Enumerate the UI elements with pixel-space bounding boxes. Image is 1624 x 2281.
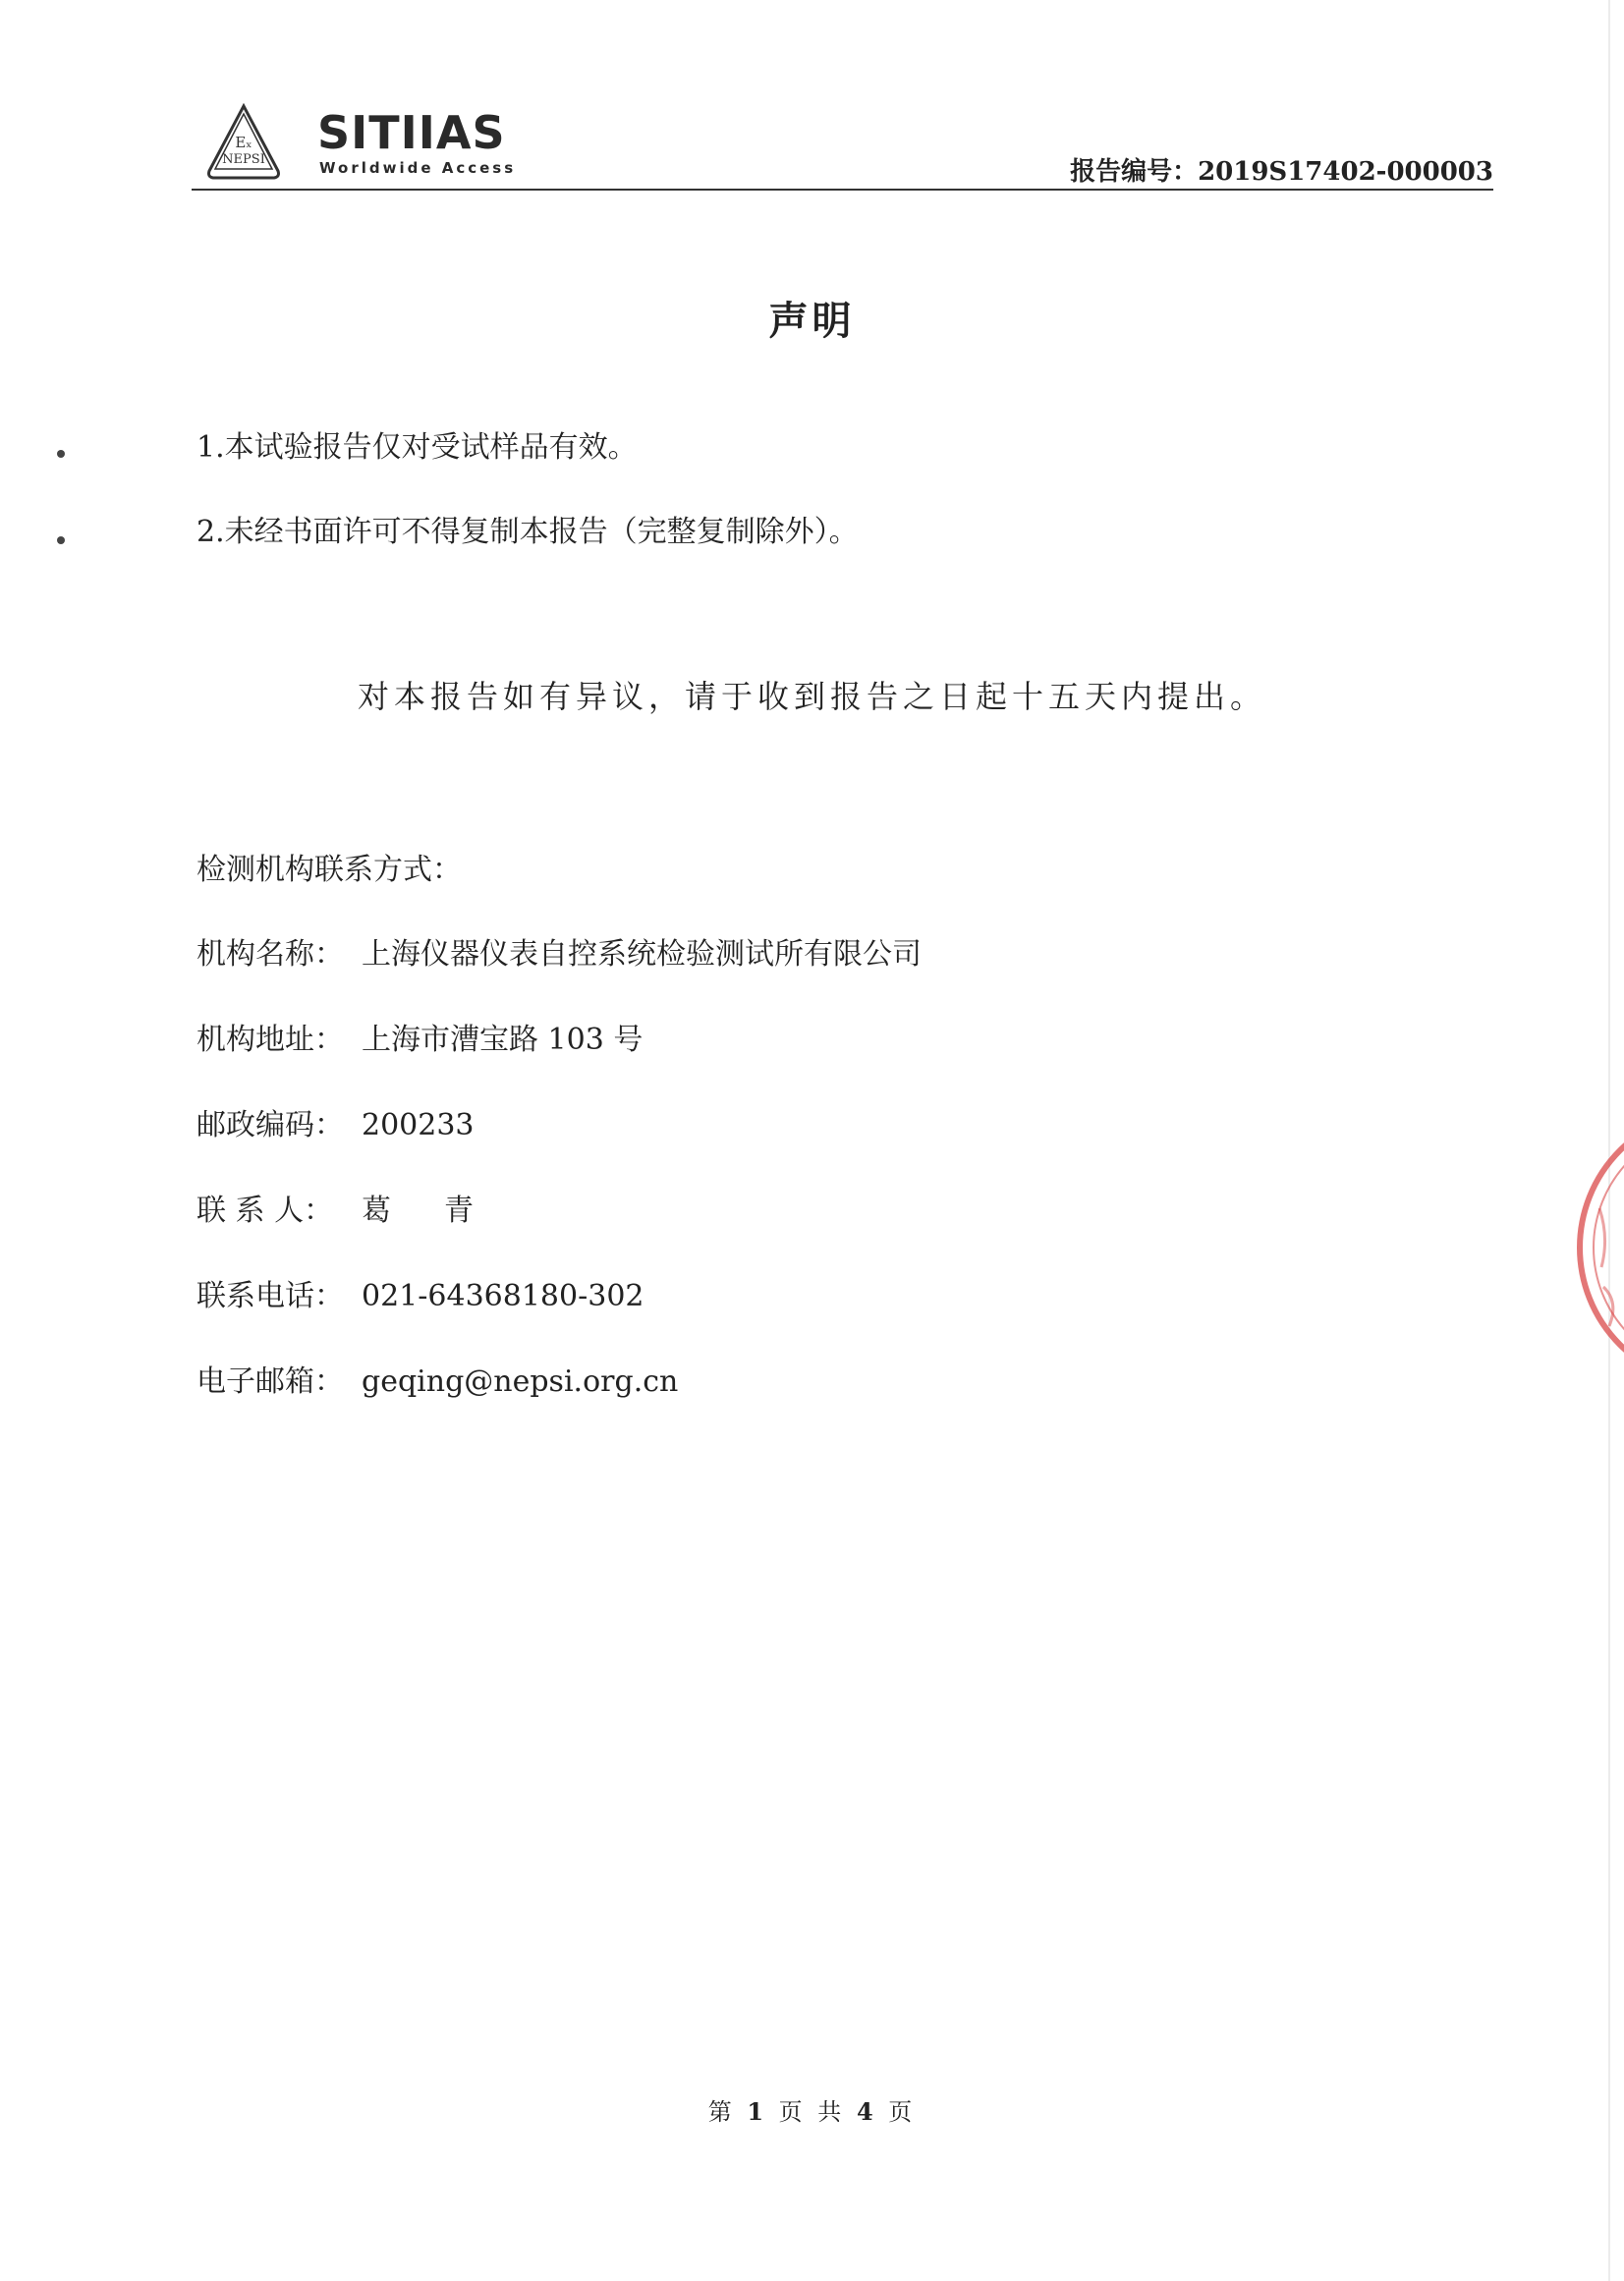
contact-label: 机构地址： <box>196 1023 344 1057</box>
official-seal-icon <box>1570 1090 1624 1405</box>
contact-label: 联系电话： <box>196 1279 344 1313</box>
institution-name: 上海仪器仪表自控系统检验测试所有限公司 <box>362 937 922 972</box>
footer-suffix: 页 <box>888 2098 917 2126</box>
contact-phone: 021-64368180-302 <box>362 1279 644 1313</box>
contact-row-email <box>196 1363 678 1402</box>
nepsi-logo-icon <box>203 102 284 183</box>
contact-label: 电子邮箱： <box>196 1364 344 1399</box>
contact-row-postcode <box>196 1106 475 1145</box>
footer-prefix: 第 <box>707 2098 736 2126</box>
svg-text:Eₓ: Eₓ <box>235 134 252 151</box>
contact-row-name <box>196 935 922 974</box>
institution-address: 上海市漕宝路 103 号 <box>362 1023 644 1057</box>
svg-text:NEPSI: NEPSI <box>222 152 265 167</box>
total-page-count: 4 <box>856 2097 877 2126</box>
contact-label: 机构名称： <box>196 937 344 972</box>
contact-row-person <box>196 1192 485 1231</box>
report-number: 报告编号：2019S17402-000003 <box>1070 157 1493 187</box>
postal-code: 200233 <box>362 1108 475 1142</box>
scan-mark <box>57 536 65 544</box>
page-title: 声明 <box>768 298 856 344</box>
objection-notice: 对本报告如有异议，请于收到报告之日起十五天内提出。 <box>357 678 1266 715</box>
footer-middle: 页 共 <box>778 2098 846 2126</box>
contact-email[interactable]: geqing@nepsi.org.cn <box>362 1364 679 1399</box>
current-page-number: 1 <box>747 2097 768 2126</box>
contact-label: 邮政编码： <box>196 1108 344 1142</box>
contact-person: 葛 青 <box>362 1194 485 1228</box>
contact-heading: 检测机构联系方式： <box>196 853 462 887</box>
page-footer <box>0 2092 1624 2127</box>
contact-label: 联 系 人： <box>196 1194 334 1228</box>
brand-logo-text: SITIIAS <box>317 106 506 159</box>
statement-2: 2.未经书面许可不得复制本报告（完整复制除外）。 <box>196 515 859 549</box>
report-header <box>192 98 1493 191</box>
brand-tagline: Worldwide Access <box>319 159 517 177</box>
contact-row-phone <box>196 1277 644 1316</box>
contact-row-address <box>196 1021 643 1060</box>
statement-1: 1.本试验报告仅对受试样品有效。 <box>196 430 638 465</box>
scan-mark <box>57 450 65 458</box>
